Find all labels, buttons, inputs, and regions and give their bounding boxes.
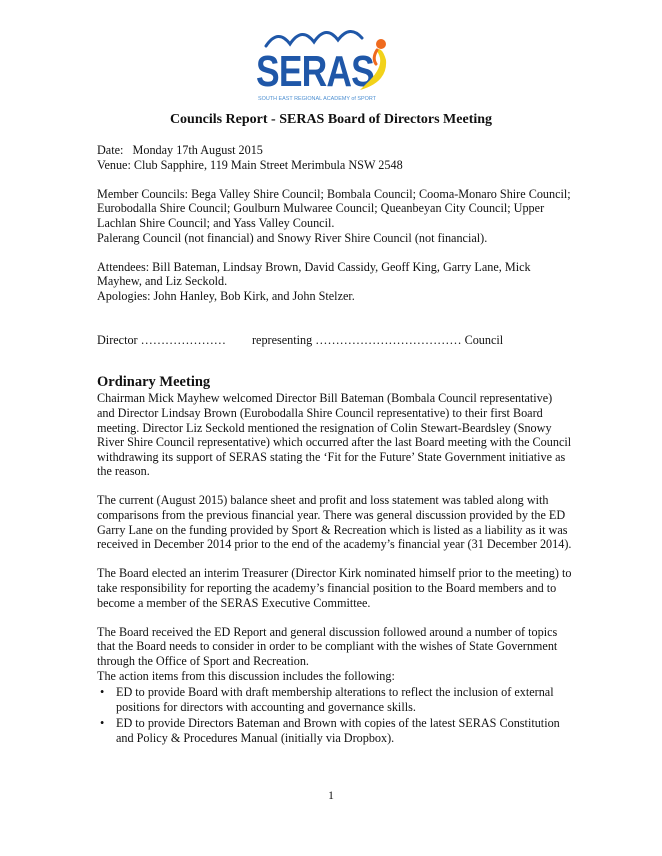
logo-figure-body [374, 50, 377, 64]
paragraph-balance-sheet: The current (August 2015) balance sheet and profit and loss statement was tabled along with comparisons from the previous financial year. There was general discussion provided by the ED Garry Lane on the funding provided by Sport & Recreation which is listed as a liability as it was received in December 2014 prior to the end of the academy’s financial year (31 December 2014). [97, 493, 572, 552]
report-body [97, 143, 572, 746]
director-signature: Director ………………… [97, 332, 226, 347]
logo-figure-head [376, 39, 386, 49]
action-intro: The action items from this discussion includes the following: [97, 668, 395, 683]
section-heading: Ordinary Meeting [97, 374, 211, 391]
report-title: Councils Report - SERAS Board of Directors Meeting [169, 112, 493, 127]
apologies: Apologies: John Hanley, Bob Kirk, and John Stelzer. [97, 288, 355, 303]
action-items-list [97, 685, 572, 745]
representing-council: representing ……………………………… Council [252, 332, 504, 347]
signature-line [97, 333, 572, 348]
logo-wave-line [266, 31, 362, 46]
seras-logo [248, 20, 408, 112]
paragraph-ed-report: The Board received the ED Report and general discussion followed around a number of topics that the Board needs to consider in order to be compliant with the wishes of State Government through the Office of Sport and Recreation. [97, 624, 558, 668]
list-item: • ED to provide Board with draft membership alterations to reflect the inclusion of external positions for directors with accounting and governance skills. [97, 685, 572, 714]
paragraph-treasurer: The Board elected an interim Treasurer (Director Kirk nominated himself prior to the meeting) to take responsibility for reporting the academy’s financial position to the Board members and to become a member of the SERAS Executive Committee. [97, 566, 572, 610]
list-item: • ED to provide Directors Bateman and Brown with copies of the latest SERAS Constitution and Policy & Procedures Manual (initially via Dropbox). [97, 716, 572, 745]
page-number: 1 [328, 790, 334, 802]
non-financial-councils: Palerang Council (not financial) and Snowy River Shire Council (not financial). [97, 230, 488, 245]
meeting-venue: Venue: Club Sapphire, 119 Main Street Merimbula NSW 2548 [97, 157, 403, 172]
meeting-date: Date: Monday 17th August 2015 [97, 143, 263, 157]
attendees: Attendees: Bill Bateman, Lindsay Brown, David Cassidy, Geoff King, Garry Lane, Mick Mayhew, and Liz Seckold. [97, 259, 531, 289]
member-councils: Member Councils: Bega Valley Shire Council; Bombala Council; Cooma-Monaro Shire Council; Eurobodalla Shire Council; Goulburn Mulwaree Council; Queanbeyan City Council; Upper Lachlan Shire Council; and Yass Valley Council. [97, 186, 571, 230]
paragraph-welcome: Chairman Mick Mayhew welcomed Director Bill Bateman (Bombala Council representative) and Director Lindsay Brown (Eurobodalla Shire Council representative) to their first Board meeting. Director Liz Seckold mentioned the resignation of Colin Stewart-Beardsley (Snowy River Shire Council representative) which occurred after the last Board meeting with the Council withdrawing its support of SERAS stating the ‘Fit for the Future’ State Government initiative as the reason. [97, 391, 572, 479]
logo-tagline: SOUTH EAST REGIONAL ACADEMY of SPORT [258, 96, 377, 102]
logo-wordmark: SERAS [256, 47, 374, 96]
